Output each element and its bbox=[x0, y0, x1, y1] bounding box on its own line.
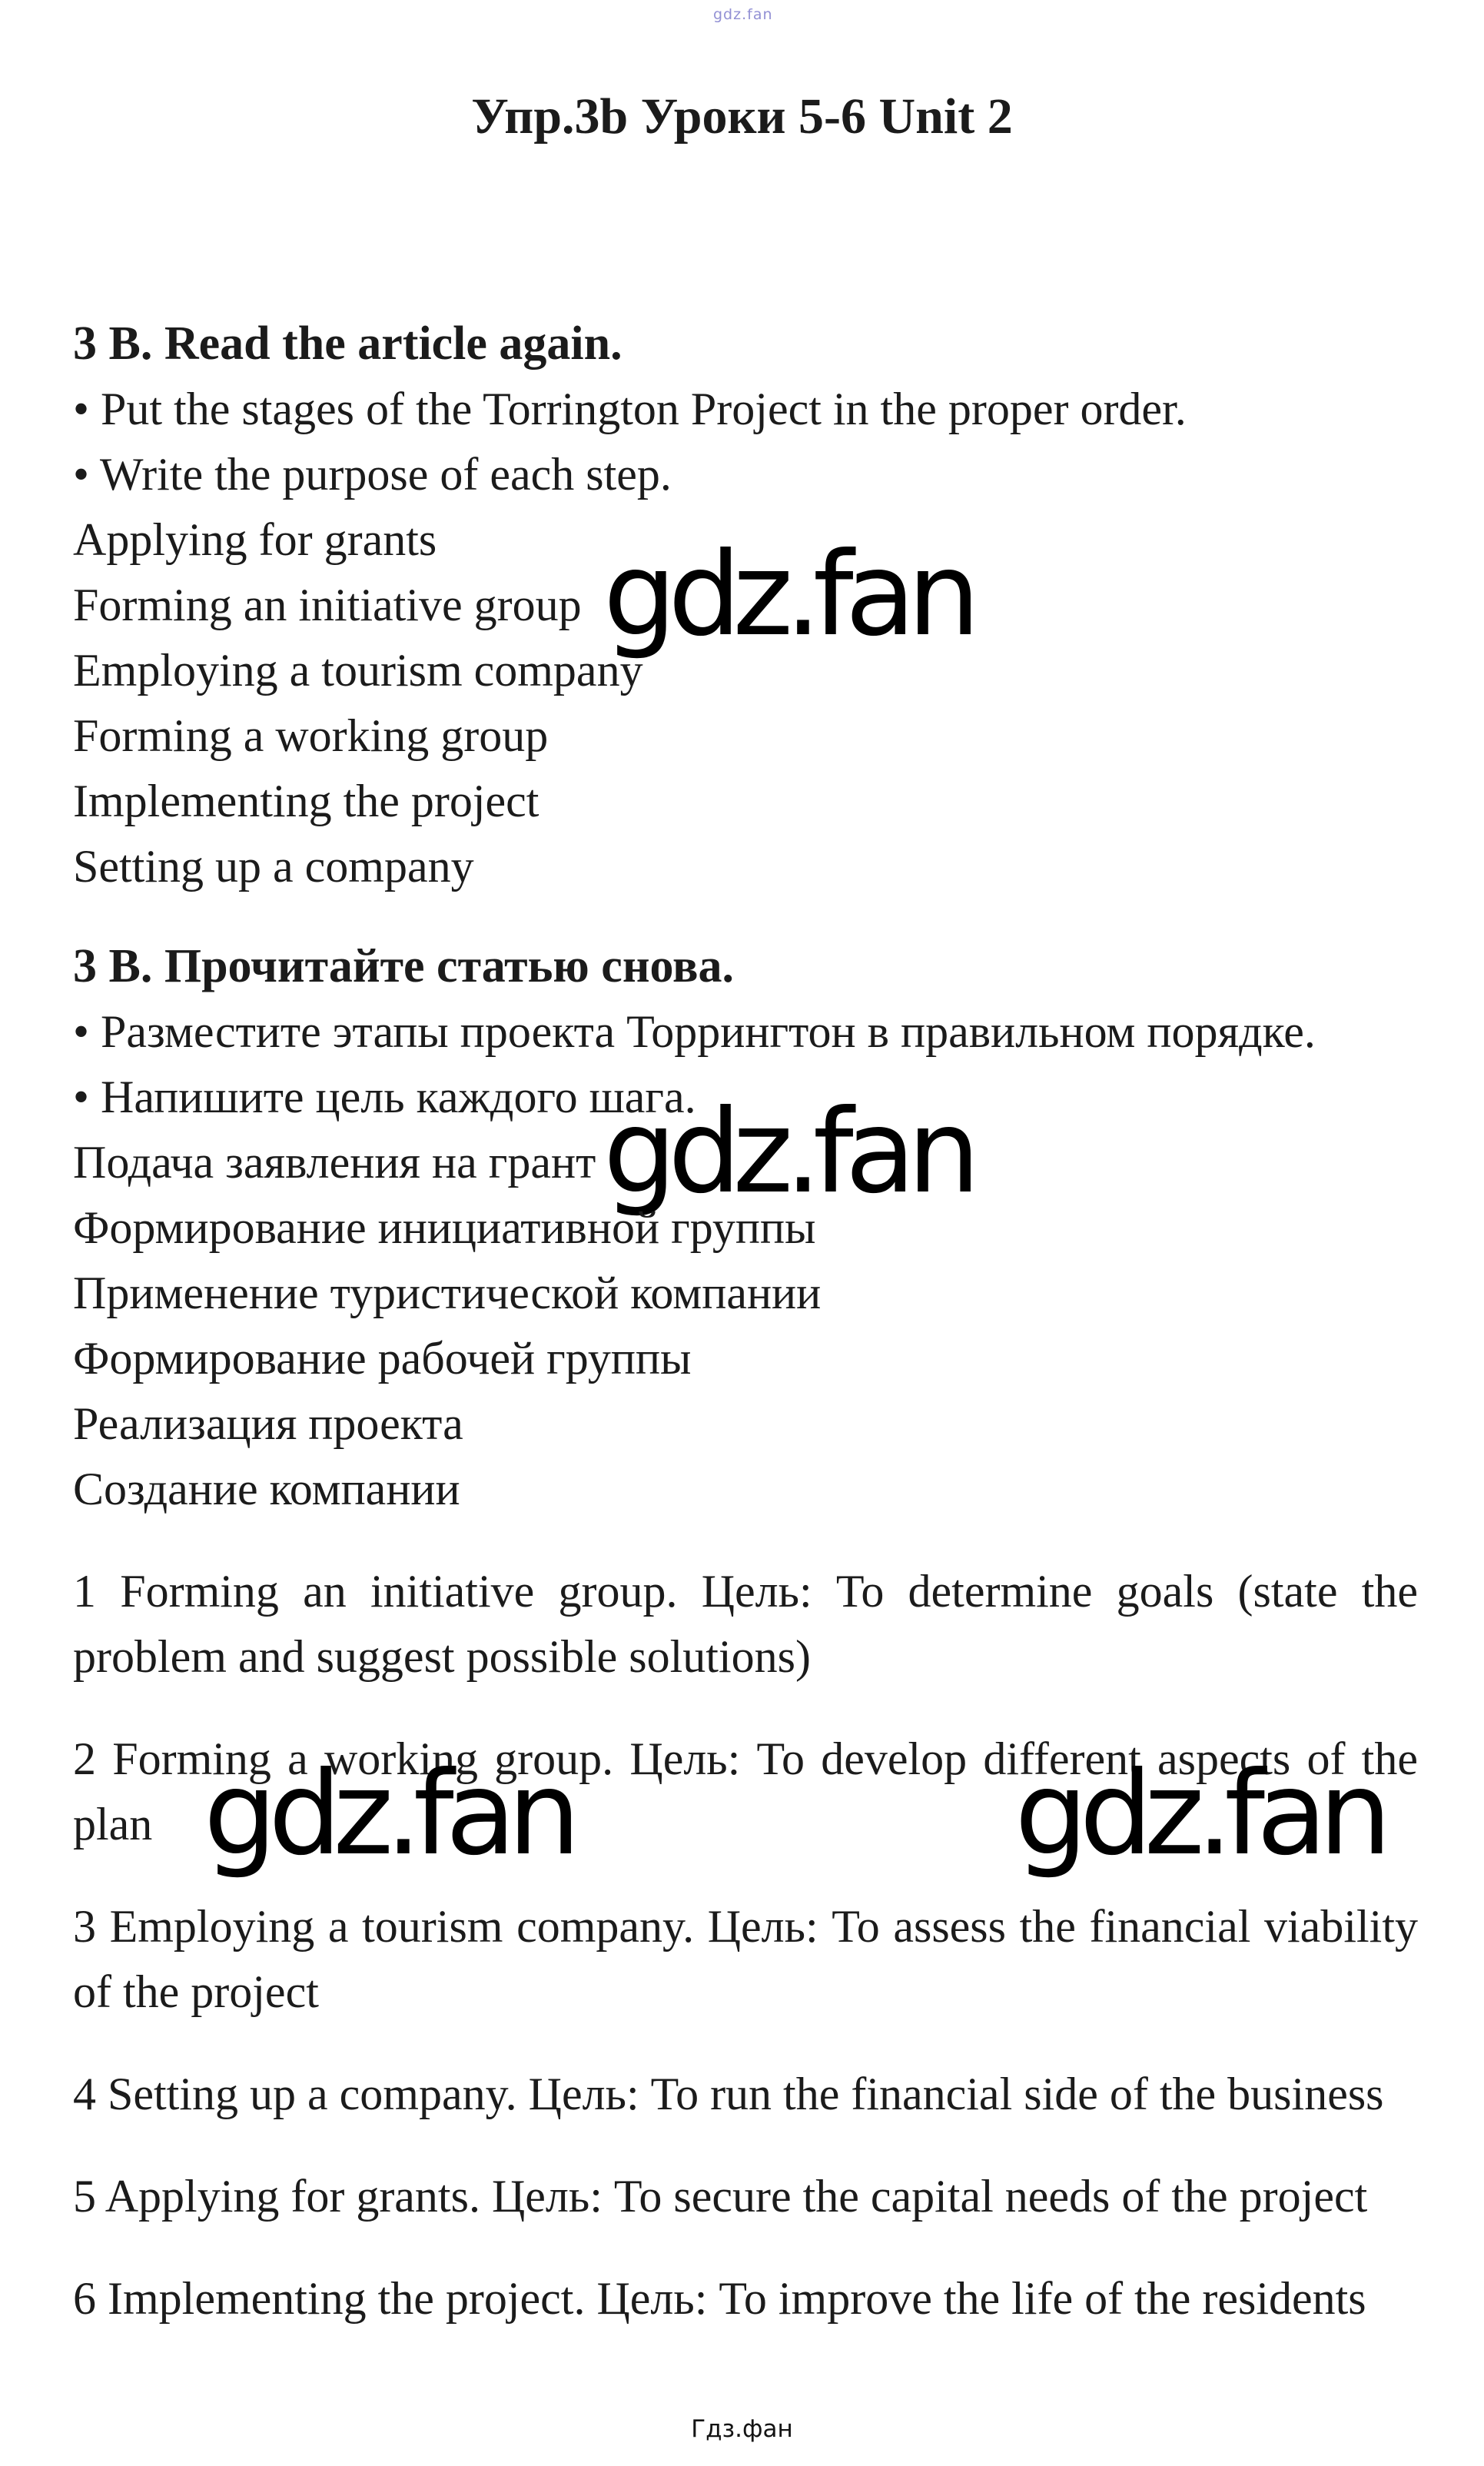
stage-label: Forming an initiative group bbox=[73, 580, 582, 630]
stage-label: Формирование рабочей группы bbox=[73, 1333, 692, 1384]
answer-line bbox=[73, 1959, 1418, 2025]
page-title: Упр.3b Уроки 5-6 Unit 2 bbox=[471, 88, 1013, 145]
stage-label: Подача заявления на грант bbox=[73, 1137, 596, 1188]
answer-text: 1 Forming an initiative group. Цель: To determine goals (state the bbox=[73, 1566, 1418, 1617]
answer-text: plan bbox=[73, 1799, 153, 1850]
answer-text: 3 Employing a tourism company. Цель: To assess the financial viability bbox=[73, 1901, 1418, 1952]
stage-item bbox=[73, 1457, 1418, 1522]
bullet-item: • Разместите этапы проекта Торрингтон в правильном порядке. bbox=[73, 1006, 1316, 1057]
stage-label: Forming a working group bbox=[73, 710, 549, 761]
stage-item bbox=[73, 638, 1418, 703]
bullet-item: • Напишите цель каждого шага. bbox=[73, 1072, 696, 1122]
stage-item bbox=[73, 1391, 1418, 1457]
stage-item bbox=[73, 834, 1418, 899]
answer-line bbox=[73, 2266, 1418, 2331]
stage-item bbox=[73, 769, 1418, 834]
page-content bbox=[0, 311, 1484, 2331]
gdz-watermark-large: gdz.fan bbox=[204, 1747, 573, 1881]
task-heading-english: 3 B. Read the article again. bbox=[73, 317, 622, 370]
stage-label: Формирование инициативной группы bbox=[73, 1202, 816, 1253]
stage-label: Employing a tourism company bbox=[73, 645, 643, 696]
stage-label: Создание компании bbox=[73, 1464, 460, 1514]
gdz-watermark-large: gdz.fan bbox=[1014, 1747, 1383, 1881]
answer-text: of the project bbox=[73, 1966, 319, 2017]
stage-list-english bbox=[73, 507, 1418, 899]
task-section-russian bbox=[73, 934, 1418, 1522]
answers-section bbox=[73, 1559, 1418, 2331]
stage-item bbox=[73, 1326, 1418, 1391]
stage-label: Applying for grants bbox=[73, 514, 437, 565]
answer-text: 6 Implementing the project. Цель: To improve the life of the residents bbox=[73, 2273, 1366, 2324]
answer-line bbox=[73, 2062, 1418, 2127]
answer-line bbox=[73, 2164, 1418, 2229]
bullet-item: • Put the stages of the Torrington Project in the proper order. bbox=[73, 384, 1187, 434]
answer-paragraph bbox=[73, 1559, 1418, 1690]
bullet-item: • Write the purpose of each step. bbox=[73, 449, 672, 500]
stage-item bbox=[73, 1261, 1418, 1326]
stage-label: Setting up a company bbox=[73, 841, 474, 892]
answer-paragraph bbox=[73, 2164, 1418, 2229]
task-section-english bbox=[73, 311, 1418, 899]
answer-line bbox=[73, 1624, 1418, 1690]
answer-text: 5 Applying for grants. Цель: To secure the capital needs of the project bbox=[73, 2171, 1368, 2222]
answer-line bbox=[73, 1559, 1418, 1624]
answer-paragraph bbox=[73, 2062, 1418, 2127]
answer-paragraph bbox=[73, 1894, 1418, 2025]
stage-label: Реализация проекта bbox=[73, 1398, 463, 1449]
stage-label: Implementing the project bbox=[73, 776, 539, 826]
gdz-watermark-small: gdz.fan bbox=[713, 6, 773, 23]
task-heading-russian: 3 В. Прочитайте статью снова. bbox=[73, 940, 734, 992]
gdz-watermark-large: gdz.fan bbox=[603, 1085, 972, 1219]
stage-item bbox=[73, 1195, 1418, 1261]
answer-text: 2 Forming a working group. Цель: To develop different aspects of the bbox=[73, 1733, 1418, 1784]
answer-paragraph bbox=[73, 1727, 1418, 1881]
footer-brand: Гдз.фан bbox=[691, 2415, 793, 2443]
stage-label: Применение туристической компании bbox=[73, 1268, 822, 1318]
task-bullets-english bbox=[73, 377, 1418, 507]
stage-item bbox=[73, 703, 1418, 769]
answer-line bbox=[73, 1894, 1418, 1959]
answer-text: 4 Setting up a company. Цель: To run the financial side of the business bbox=[73, 2069, 1384, 2119]
answer-paragraph bbox=[73, 2266, 1418, 2331]
answer-text: problem and suggest possible solutions) bbox=[73, 1631, 811, 1682]
gdz-watermark-large: gdz.fan bbox=[603, 528, 972, 662]
